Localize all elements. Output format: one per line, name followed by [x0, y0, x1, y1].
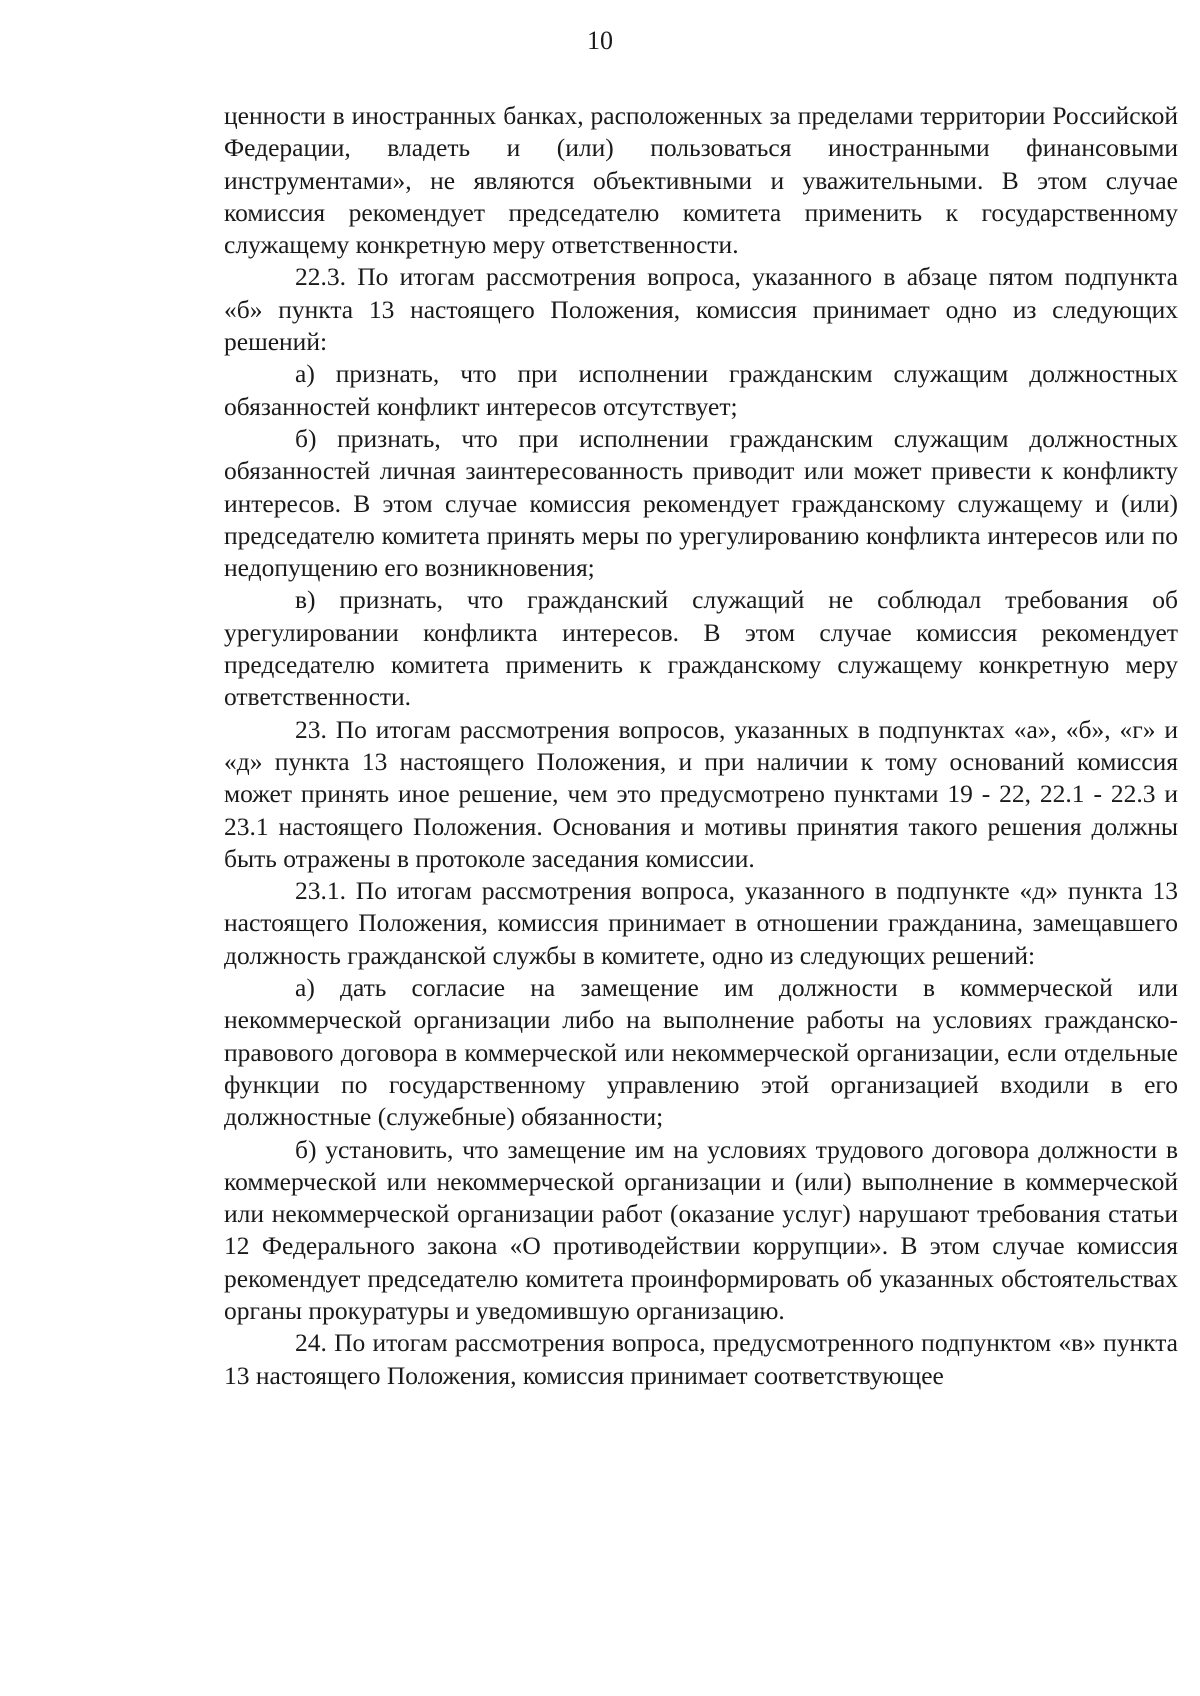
paragraph-22-3-b: б) признать, что при исполнении гражданским служащим должностных обязанностей личная заинтересованность приводит или может привести к конфликту интересов. В этом случае комиссия рекомендует гражданскому служащему и (или) председателю комитета принять меры по урегулированию конфликта интересов или по недопущению его возникновения;: [224, 423, 1178, 583]
page-number: 10: [587, 26, 613, 55]
paragraph-24: 24. По итогам рассмотрения вопроса, предусмотренного подпунктом «в» пункта 13 настоящего Положения, комиссия принимает соответствующее: [224, 1328, 1178, 1390]
paragraph-23-1-b: б) установить, что замещение им на условиях трудового договора должности в коммерческой или некоммерческой организации и (или) выполнение в коммерческой или некоммерческой организации работ (оказание услуг) нарушают требования статьи 12 Федерального закона «О противодействии коррупции». В этом случае комиссия рекомендует председателю комитета проинформировать об указанных обстоятельствах органы прокуратуры и уведомившую организацию.: [224, 1134, 1178, 1325]
paragraph-22-3: 22.3. По итогам рассмотрения вопроса, указанного в абзаце пятом подпункта «б» пункта 13 настоящего Положения, комиссия принимает одно из следующих решений:: [224, 262, 1178, 357]
paragraph-22-3-a: а) признать, что при исполнении гражданским служащим должностных обязанностей конфликт интересов отсутствует;: [224, 359, 1178, 421]
paragraph-22-3-v: в) признать, что гражданский служащий не соблюдал требования об урегулировании конфликта интересов. В этом случае комиссия рекомендует председателю комитета применить к гражданскому служащему конкретную меру ответственности.: [224, 585, 1178, 712]
paragraph-23-1: 23.1. По итогам рассмотрения вопроса, указанного в подпункте «д» пункта 13 настоящего Положения, комиссия принимает в отношении гражданина, замещавшего должность гражданской службы в комитете, одно из следующих решений:: [224, 876, 1178, 970]
paragraph-continuation: ценности в иностранных банках, расположенных за пределами территории Российской Федерации, владеть и (или) пользоваться иностранными финансовыми инструментами», не являются объективными и уважительными. В этом случае комиссия рекомендует председателю комитета применить к государственному служащему конкретную меру ответственности.: [224, 101, 1178, 260]
paragraph-23-1-a: а) дать согласие на замещение им должности в коммерческой или некоммерческой организации либо на выполнение работы на условиях гражданско-правового договора в коммерческой или некоммерческой организации, если отдельные функции по государственному управлению этой организацией входили в его должностные (служебные) обязанности;: [224, 973, 1178, 1132]
document-body: [224, 100, 1178, 1392]
paragraph-23: 23. По итогам рассмотрения вопросов, указанных в подпунктах «а», «б», «г» и «д» пункта 13 настоящего Положения, и при наличии к тому оснований комиссия может принять иное решение, чем это предусмотрено пунктами 19 - 22, 22.1 - 22.3 и 23.1 настоящего Положения. Основания и мотивы принятия такого решения должны быть отражены в протоколе заседания комиссии.: [224, 714, 1178, 873]
